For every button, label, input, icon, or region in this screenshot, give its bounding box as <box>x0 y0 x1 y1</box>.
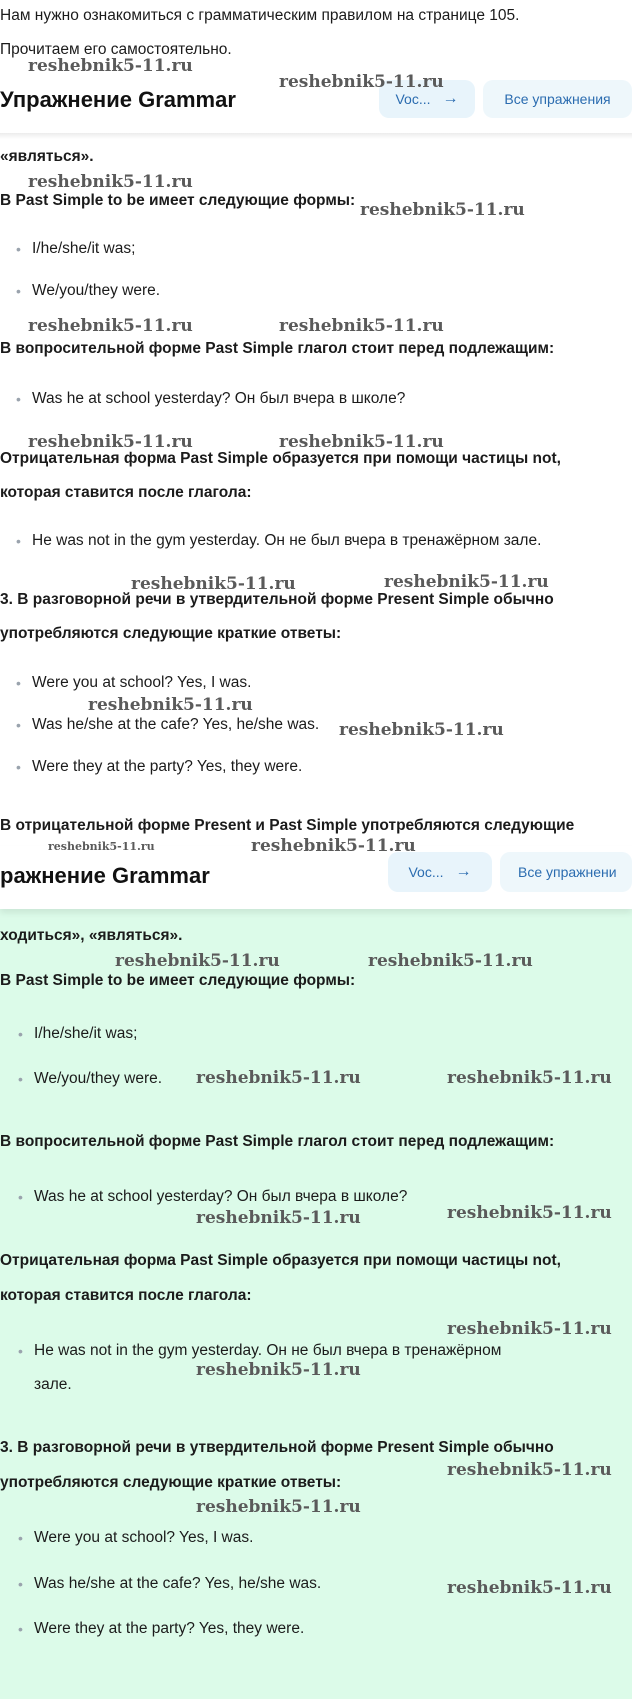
all-exercises-label-2: Все упражнени <box>518 864 617 880</box>
list-item: • Were they at the party? Yes, they were. <box>18 1618 304 1640</box>
watermark: reshebnik5-11.ru <box>384 572 549 592</box>
all-exercises-label: Все упражнения <box>504 91 611 107</box>
watermark: reshebnik5-11.ru <box>88 695 253 715</box>
header-divider <box>0 133 632 139</box>
list-item: • We/you/they were. <box>16 280 160 302</box>
watermark: reshebnik5-11.ru <box>196 1068 361 1088</box>
list-item: • Was he/she at the cafe? Yes, he/she was. <box>16 714 319 736</box>
all-exercises-button-2[interactable] <box>500 852 632 892</box>
list-item-continuation: зале. <box>34 1376 72 1393</box>
watermark: reshebnik5-11.ru <box>28 316 193 336</box>
watermark: reshebnik5-11.ru <box>131 574 296 594</box>
list-item: • I/he/she/it was; <box>18 1023 137 1045</box>
list-item: • Was he/she at the cafe? Yes, he/she was. <box>18 1573 321 1595</box>
watermark: reshebnik5-11.ru <box>28 432 193 452</box>
cut-text-2: ходиться», «являться». <box>0 927 183 944</box>
arrow-right-icon: → <box>442 90 459 107</box>
list-item: • We/you/they were. <box>18 1068 162 1090</box>
negative-heading-2: которая ставится после глагола: <box>0 484 252 501</box>
watermark: reshebnik5-11.ru <box>360 200 525 220</box>
list-item: • He was not in the gym yesterday. Он не был вчера в тренажёрном <box>18 1340 501 1362</box>
watermark: reshebnik5-11.ru <box>196 1360 361 1380</box>
watermark: reshebnik5-11.ru <box>279 72 444 92</box>
intro-line-2: Прочитаем его самостоятельно. <box>0 41 232 58</box>
watermark: reshebnik5-11.ru <box>115 951 280 971</box>
point3-line-2b: употребляются следующие краткие ответы: <box>0 1474 342 1491</box>
negative-heading-2a: Отрицательная форма Past Simple образуется при помощи частицы not, <box>0 1252 561 1269</box>
negative-heading-2b: которая ставится после глагола: <box>0 1287 252 1304</box>
cut-text: «являться». <box>0 148 94 165</box>
point3-line-1: 3. В разговорной речи в утвердительной форме Present Simple обычно <box>0 591 554 608</box>
list-item: • Were you at school? Yes, I was. <box>16 672 251 694</box>
list-item: • Were you at school? Yes, I was. <box>18 1527 253 1549</box>
watermark: reshebnik5-11.ru <box>447 1319 612 1339</box>
intro-line-1: Нам нужно ознакомиться с грамматическим правилом на странице 105. <box>0 7 520 24</box>
point3-line-2a: 3. В разговорной речи в утвердительной форме Present Simple обычно <box>0 1439 554 1456</box>
list-item: • He was not in the gym yesterday. Он не был вчера в тренажёрном зале. <box>16 530 541 552</box>
watermark: reshebnik5-11.ru <box>279 316 444 336</box>
watermark: reshebnik5-11.ru <box>279 432 444 452</box>
watermark: reshebnik5-11.ru <box>447 1578 612 1598</box>
watermark: reshebnik5-11.ru <box>48 840 155 853</box>
page-title-2: ражнение Grammar <box>0 863 210 888</box>
list-item: • Was he at school yesterday? Он был вчера в школе? <box>16 388 405 410</box>
watermark: reshebnik5-11.ru <box>251 836 416 856</box>
watermark: reshebnik5-11.ru <box>447 1068 612 1088</box>
list-item: • Was he at school yesterday? Он был вчера в школе? <box>18 1186 407 1208</box>
watermark: reshebnik5-11.ru <box>447 1460 612 1480</box>
arrow-right-icon: → <box>455 863 472 880</box>
negative-heading-1: Отрицательная форма Past Simple образуется при помощи частицы not, <box>0 450 561 467</box>
voc-button-label-2: Voc... <box>408 864 444 880</box>
watermark: reshebnik5-11.ru <box>28 172 193 192</box>
list-item: • I/he/she/it was; <box>16 238 135 260</box>
page-title: Упражнение Grammar <box>0 87 236 112</box>
watermark: reshebnik5-11.ru <box>339 720 504 740</box>
past-forms-heading: В Past Simple to be имеет следующие формы: <box>0 192 356 209</box>
watermark: reshebnik5-11.ru <box>28 56 193 76</box>
negative-short-heading: В отрицательной форме Present и Past Simple употребляются следующие <box>0 817 575 834</box>
watermark: reshebnik5-11.ru <box>447 1203 612 1223</box>
list-item: • Were they at the party? Yes, they were. <box>16 756 302 778</box>
point3-line-2: употребляются следующие краткие ответы: <box>0 625 342 642</box>
past-forms-heading-2: В Past Simple to be имеет следующие формы: <box>0 972 356 989</box>
question-heading-2: В вопросительной форме Past Simple глагол стоит перед подлежащим: <box>0 1133 555 1150</box>
all-exercises-button[interactable] <box>483 80 632 118</box>
voc-button-2[interactable] <box>388 852 492 892</box>
watermark: reshebnik5-11.ru <box>368 951 533 971</box>
watermark: reshebnik5-11.ru <box>196 1208 361 1228</box>
watermark: reshebnik5-11.ru <box>196 1497 361 1517</box>
question-heading: В вопросительной форме Past Simple глагол стоит перед подлежащим: <box>0 340 555 357</box>
voc-button-label: Voc... <box>395 91 431 107</box>
